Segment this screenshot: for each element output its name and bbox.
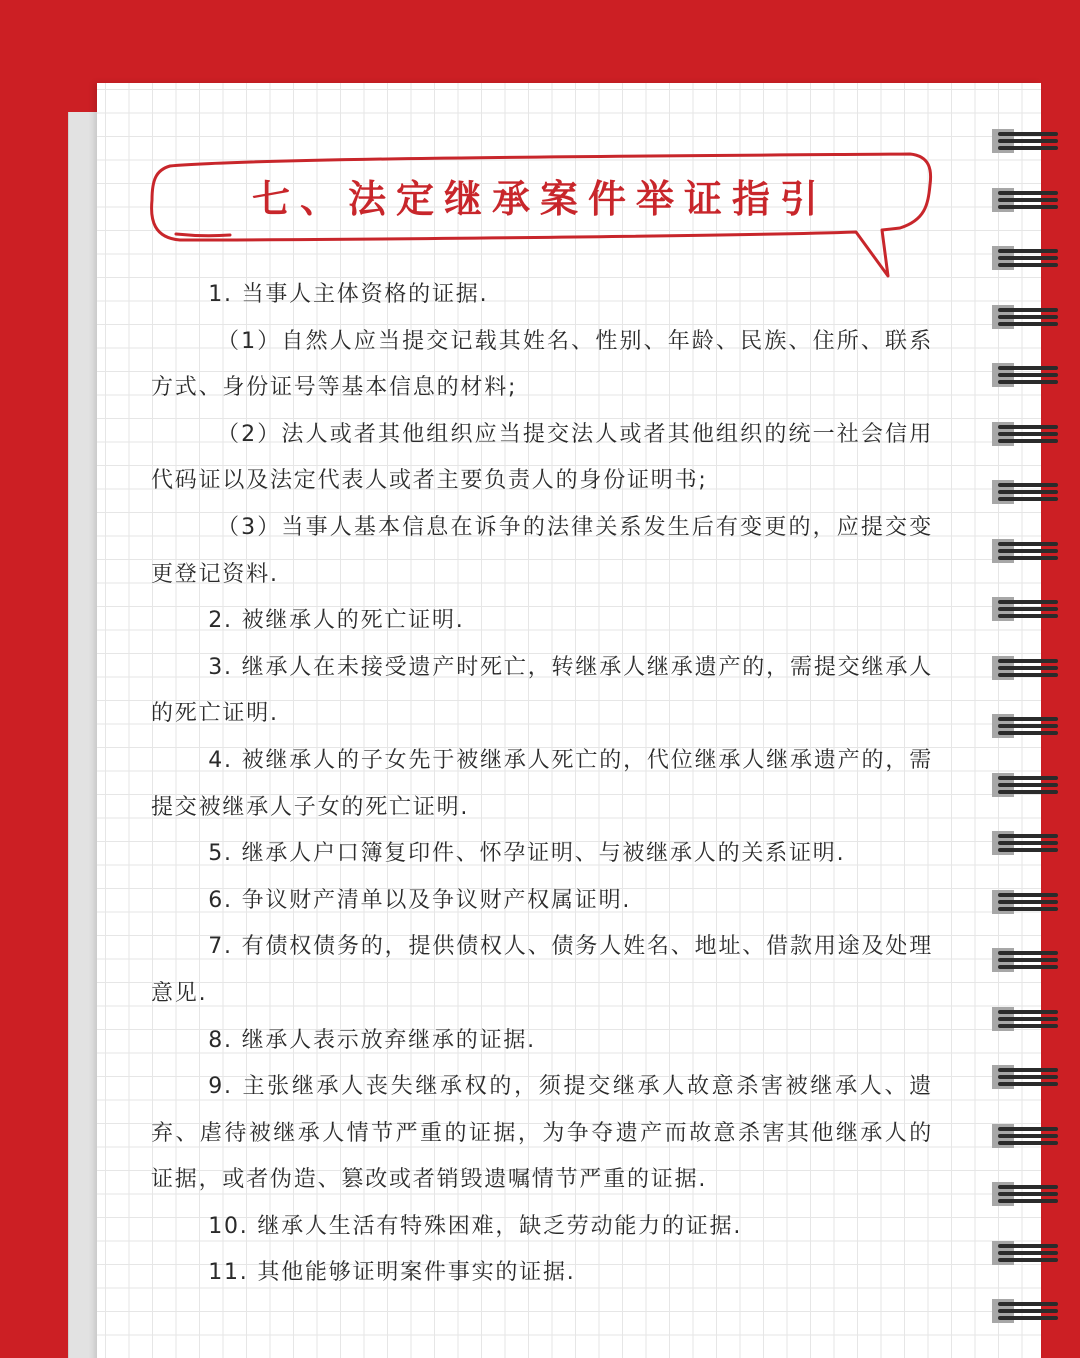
binding-ring-icon xyxy=(990,770,1060,800)
binding-ring-icon xyxy=(990,711,1060,741)
list-item: 7. 有债权债务的，提供债权人、债务人姓名、地址、借款用途及处理意见. xyxy=(151,934,933,1006)
binding-ring-icon xyxy=(990,887,1060,917)
page-title: 七、法定继承案件举证指引 xyxy=(251,176,828,221)
list-item: （2）法人或者其他组织应当提交法人或者其他组织的统一社会信用代码证以及法定代表人或者主要负责人的身份证明书; xyxy=(151,421,933,494)
binding-ring-icon xyxy=(990,828,1060,858)
binding-ring-icon xyxy=(990,536,1060,566)
binding-ring-icon xyxy=(990,653,1060,683)
list-item: 3. 继承人在未接受遗产时死亡，转继承人继承遗产的，需提交继承人的死亡证明. xyxy=(151,654,933,727)
binding-ring-icon xyxy=(990,419,1060,449)
list-item: 8. 继承人表示放弃继承的证据. xyxy=(208,1027,536,1053)
binding-ring-icon xyxy=(990,594,1060,624)
spiral-binding-icon xyxy=(990,126,1060,1358)
list-item: 1. 当事人主体资格的证据. xyxy=(208,282,489,307)
binding-ring-icon xyxy=(990,1296,1060,1326)
list-item: 6. 争议财产清单以及争议财产权属证明. xyxy=(208,887,632,913)
list-item: 5. 继承人户口簿复印件、怀孕证明、与被继承人的关系证明. xyxy=(208,841,846,867)
binding-ring-icon xyxy=(990,1238,1060,1268)
list-item: 4. 被继承人的子女先于被继承人死亡的，代位继承人继承遗产的，需提交被继承人子女的死亡证明. xyxy=(151,747,933,820)
list-item: 10. 继承人生活有特殊困难，缺乏劳动能力的证据. xyxy=(208,1213,743,1239)
binding-ring-icon xyxy=(990,1062,1060,1092)
list-item: （3）当事人基本信息在诉争的法律关系发生后有变更的，应提交变更登记资料. xyxy=(151,514,933,587)
list-item: （1）自然人应当提交记载其姓名、性别、年龄、民族、住所、联系方式、身份证号等基本信息的材料; xyxy=(151,328,933,401)
binding-ring-icon xyxy=(990,477,1060,507)
evidence-list xyxy=(151,272,933,1297)
binding-ring-icon xyxy=(990,185,1060,215)
binding-ring-icon xyxy=(990,1179,1060,1209)
binding-ring-icon xyxy=(990,243,1060,273)
binding-ring-icon xyxy=(990,126,1060,156)
binding-ring-icon xyxy=(990,1004,1060,1034)
binding-ring-icon xyxy=(990,302,1060,332)
list-item: 11. 其他能够证明案件事实的证据. xyxy=(208,1260,576,1286)
list-item: 9. 主张继承人丧失继承权的，须提交继承人故意杀害被继承人、遗弃、虐待被继承人情节严重的证据，为争夺遗产而故意杀害其他继承人的证据，或者伪造、篡改或者销毁遗嘱情节严重的证据. xyxy=(151,1074,933,1193)
list-item: 2. 被继承人的死亡证明. xyxy=(208,608,465,634)
binding-ring-icon xyxy=(990,360,1060,390)
binding-ring-icon xyxy=(990,1121,1060,1151)
binding-ring-icon xyxy=(990,945,1060,975)
